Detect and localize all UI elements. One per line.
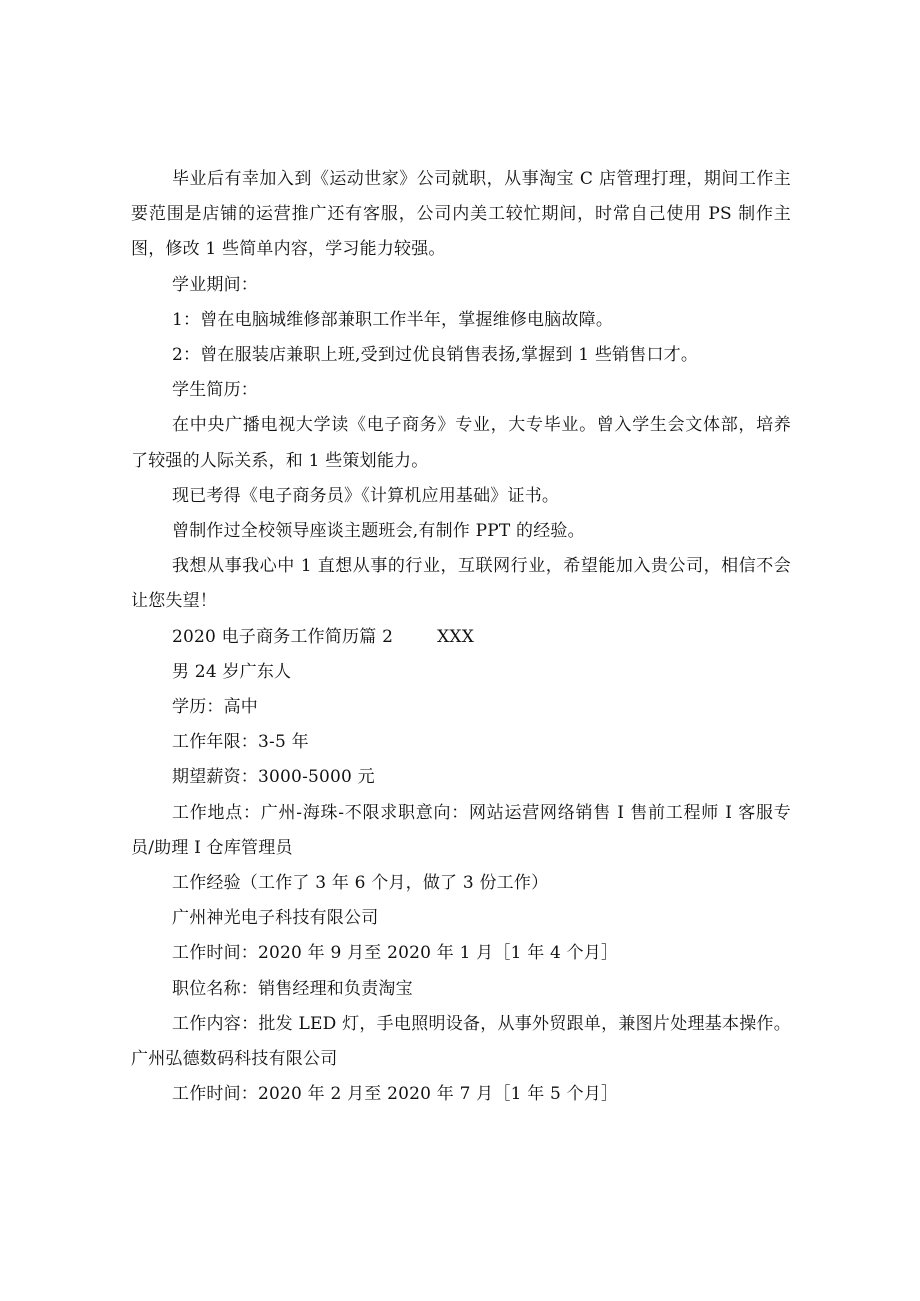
resume-line-company-1-duties: 工作内容：批发 LED 灯，手电照明设备，从事外贸跟单，兼图片处理基本操作。广州弘德数码科技有限公司 (131, 1013, 791, 1070)
resume-title: 2020 电子商务工作简历篇 2 (172, 626, 394, 647)
resume-line-location-and-intent: 工作地点：广州-海珠-不限求职意向：网站运营网络销售 I 售前工程师 I 客服专员/助理 I 仓库管理员 (131, 802, 791, 858)
paragraph-study-item-1: 1：曾在电脑城维修部兼职工作半年，掌握维修电脑故障。 (172, 309, 614, 330)
resume-line-company-1-position: 职位名称：销售经理和负责淘宝 (172, 978, 413, 999)
paragraph-certificates: 现已考得《电子商务员》《计算机应用基础》证书。 (172, 485, 560, 506)
resume-line-work-years: 工作年限：3-5 年 (172, 732, 309, 753)
resume-header (131, 620, 791, 655)
paragraph-career-goal: 我想从事我心中 1 直想从事的行业，互联网行业，希望能加入贵公司，相信不会让您失望！ (131, 556, 791, 612)
paragraph-class-meeting: 曾制作过全校领导座谈主题班会,有制作 PPT 的经验。 (172, 521, 585, 542)
document-body (131, 162, 791, 1112)
resume-line-company-1-time: 工作时间：2020 年 9 月至 2020 年 1 月［1 年 4 个月］ (172, 943, 619, 964)
resume-name: XXX (437, 626, 475, 647)
resume-line-basic-info: 男 24 岁广东人 (172, 661, 292, 682)
resume-line-work-experience-summary: 工作经验（工作了 3 年 6 个月，做了 3 份工作） (172, 873, 549, 894)
resume-line-company-2-time: 工作时间：2020 年 2 月至 2020 年 7 月［1 年 5 个月］ (172, 1084, 619, 1105)
paragraph-study-item-2: 2：曾在服装店兼职上班,受到过优良销售表扬,掌握到 1 些销售口才。 (172, 345, 699, 366)
paragraph-work-experience-intro: 毕业后有幸加入到《运动世家》公司就职，从事淘宝 C 店管理打理，期间工作主要范围是店铺的运营推广还有客服，公司内美工较忙期间，时常自己使用 PS 制作主图，修改 1 些简单内容，学习能力较强。 (131, 169, 791, 260)
paragraph-education: 在中央广播电视大学读《电子商务》专业，大专毕业。曾入学生会文体部，培养了较强的人际关系，和 1 些策划能力。 (131, 415, 791, 471)
resume-line-expected-salary: 期望薪资：3000-5000 元 (172, 767, 375, 788)
paragraph-study-period-heading: 学业期间： (172, 274, 258, 295)
resume-line-company-1: 广州神光电子科技有限公司 (172, 908, 379, 929)
resume-line-education: 学历：高中 (172, 697, 258, 718)
paragraph-student-resume-heading: 学生简历： (172, 380, 258, 401)
